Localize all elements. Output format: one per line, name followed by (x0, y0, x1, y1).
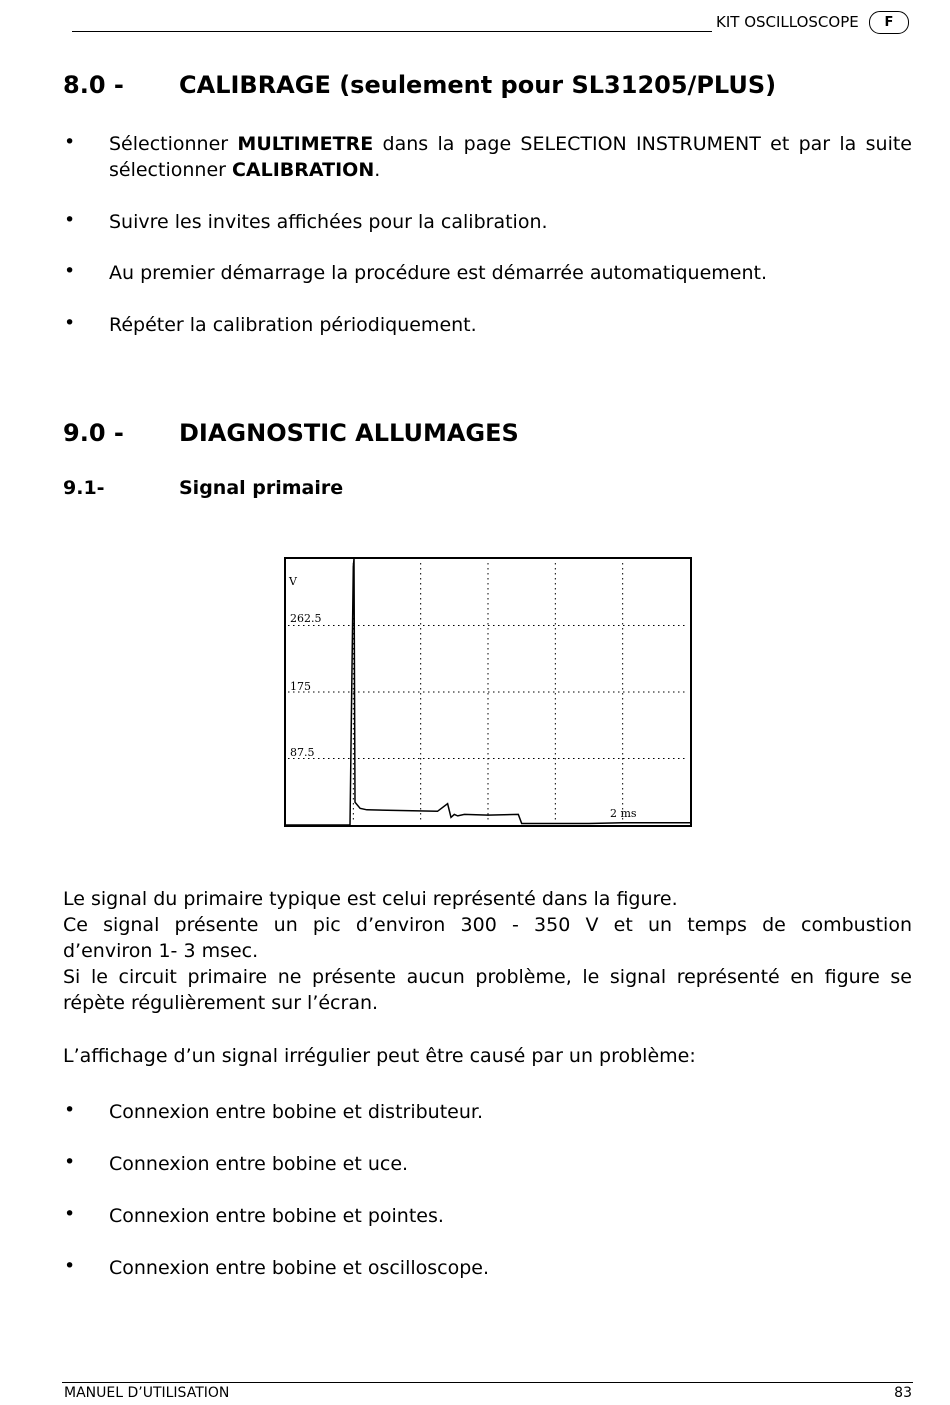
bullet-glyph: • (64, 1203, 76, 1225)
paragraph-line: Si le circuit primaire ne présente aucun problème, le signal représenté en figure se (63, 966, 912, 988)
subsection-9-1-number: 9.1- (63, 477, 105, 499)
bullet-glyph: • (64, 1099, 76, 1121)
bullet-first-start: Au premier démarrage la procédure est démarrée automatiquement. (109, 262, 768, 284)
bullet-line: Sélectionner MULTIMETRE dans la page SELECTION INSTRUMENT et par la suite (109, 133, 912, 155)
bullet-glyph: • (64, 131, 76, 153)
bullet-line: sélectionner CALIBRATION. (109, 159, 381, 181)
y-tick-label: 175 (290, 680, 311, 693)
paragraph-line: répète régulièrement sur l’écran. (63, 992, 379, 1014)
bullet-glyph: • (64, 312, 76, 334)
y-tick-label: 262.5 (290, 612, 322, 625)
bullet-glyph: • (64, 1151, 76, 1173)
cause-item: Connexion entre bobine et distributeur. (109, 1101, 484, 1123)
bullet-follow-prompts: Suivre les invites affichées pour la calibration. (109, 211, 548, 233)
y-axis-label: V (289, 575, 297, 588)
cause-item: Connexion entre bobine et oscilloscope. (109, 1257, 490, 1279)
language-badge: F (869, 11, 909, 34)
primary-signal-chart (284, 557, 692, 827)
footer-manual-title: MANUEL D’UTILISATION (64, 1385, 230, 1401)
irregular-signal-intro: L’affichage d’un signal irrégulier peut être causé par un problème: (63, 1045, 696, 1067)
paragraph-line: Le signal du primaire typique est celui représenté dans la figure. (63, 888, 678, 910)
footer-rule (62, 1382, 913, 1383)
time-scale-annotation: 2 ms (610, 807, 637, 820)
signal-description (63, 886, 912, 1016)
bullet-glyph: • (64, 209, 76, 231)
header-title: KIT OSCILLOSCOPE (716, 13, 859, 31)
y-tick-label: 87.5 (290, 746, 315, 759)
cause-item: Connexion entre bobine et pointes. (109, 1205, 444, 1227)
paragraph-line: d’environ 1- 3 msec. (63, 940, 259, 962)
section-9-number: 9.0 - (63, 419, 124, 447)
page-number: 83 (894, 1385, 912, 1401)
header-rule (72, 31, 712, 32)
paragraph-line: Ce signal présente un pic d’environ 300 - 350 V et un temps de combustion (63, 914, 912, 936)
bullet-glyph: • (64, 260, 76, 282)
bullet-glyph: • (64, 1255, 76, 1277)
section-8-title: CALIBRAGE (seulement pour SL31205/PLUS) (179, 71, 777, 99)
cause-item: Connexion entre bobine et uce. (109, 1153, 409, 1175)
subsection-9-1-title: Signal primaire (179, 477, 344, 499)
section-8-number: 8.0 - (63, 71, 124, 99)
bullet-select-multimeter (109, 131, 912, 183)
section-9-title: DIAGNOSTIC ALLUMAGES (179, 419, 519, 447)
bullet-repeat-calibration: Répéter la calibration périodiquement. (109, 314, 477, 336)
